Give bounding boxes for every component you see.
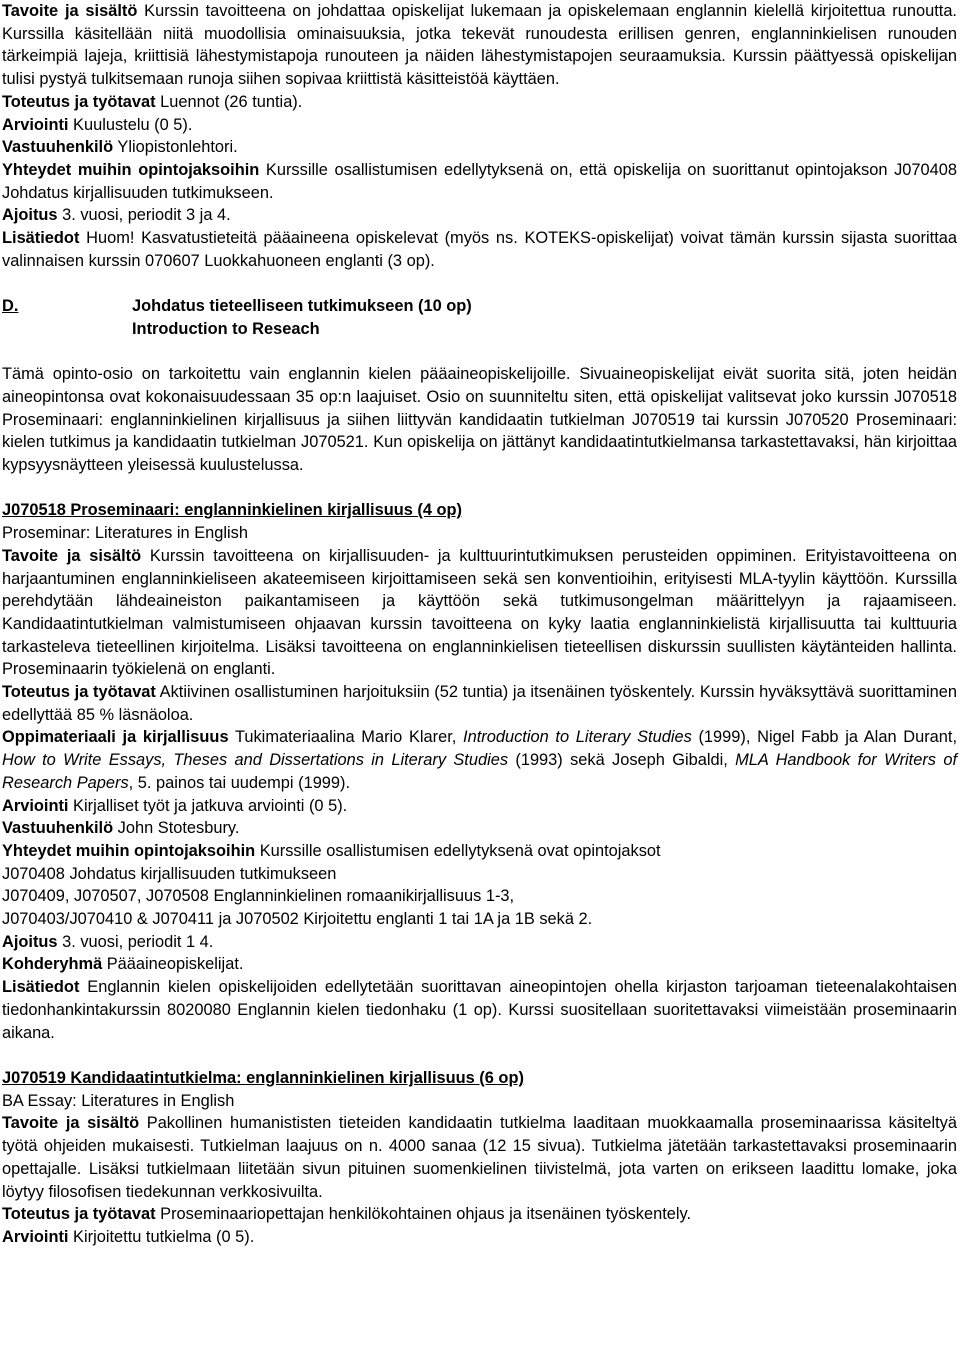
- field-label: Arviointi: [2, 115, 69, 134]
- field-text: Kirjalliset työt ja jatkuva arviointi (0 5).: [68, 796, 348, 815]
- field-label: Tavoite ja sisältö: [2, 1114, 140, 1133]
- field-text: (1993) sekä Joseph Gibaldi,: [508, 751, 736, 770]
- course-title: J070518 Proseminaari: englanninkielinen kirjallisuus (4 op): [2, 501, 463, 520]
- field-label: Vastuuhenkilö: [2, 138, 114, 157]
- spacer: [2, 477, 957, 500]
- field-text: Proseminaariopettajan henkilökohtainen ohjaus ja itsenäinen työskentely.: [155, 1205, 692, 1224]
- section-titles: [132, 295, 472, 340]
- field-text: John Stotesbury.: [113, 819, 240, 838]
- timing-line: [2, 931, 957, 954]
- course-title: J070519 Kandidaatintutkielma: englanninkielinen kirjallisuus (6 op): [2, 1068, 524, 1087]
- field-label: Tavoite ja sisältö: [2, 546, 142, 565]
- field-text: Englannin kielen opiskelijoiden edellytetään suorittavan aineopintojen ohella kirjaston tarjoaman tieteenalakohtaisen tiedonhankintakurssin 8020080 Englannin kielen tiedonhaku (1 op). Kurssi suositellaan suoritettavaksi viimeistään proseminaarin aikana.: [2, 978, 957, 1042]
- timing-line: [2, 204, 957, 227]
- field-label: Toteutus ja työtavat: [2, 92, 156, 111]
- field-text: 3. vuosi, periodit 1 4.: [57, 932, 214, 951]
- field-label: Toteutus ja työtavat: [2, 683, 156, 702]
- section-intro-paragraph: Tämä opinto-osio on tarkoitettu vain englannin kielen pääaineopiskelijoille. Sivuaineopiskelijat eivät suorita sitä, joten heidän aineopintonsa ovat kokonaisuudessaan 35 op:n laajuiset. Osio on suunniteltu siten, että opiskelijat valitsevat joko kurssin J070518 Proseminaari: englanninkielinen kirjallisuus ja siihen liittyvän kandidaatin tutkielman J070519 tai kurssin J070520 Proseminaari: kielen tutkimus ja kandidaatin tutkielman J070521. Kun opiskelija on jättänyt kandidaatintutkielmansa tarkastettavaksi, hän kirjoittaa kypsyysnäytteen yleisessä kuulustelussa.: [2, 365, 957, 475]
- field-text: Kurssin tavoitteena on kirjallisuuden- ja kulttuurintutkimuksen perusteiden oppiminen. Erityistavoitteena on harjaantuminen englanninkieliseen akateemiseen kirjoittamiseen sekä sen konventioihin, erityisesti MLA-tyylin käyttöön. Kurssilla perehdytään lähdeaineiston paikantamiseen ja käyttöön sekä tutkimusongelman määrittelyyn ja rajaamiseen. Kandidaatintutkielman valmistumiseen ohjaavan kurssin tavoitteena on kyky laatia englanninkielistä kirjallisuutta tai kulttuuria tarkasteleva tieteellinen kirjoitelma. Lisäksi tavoitteena on englanninkielisen tieteellisen diskurssin suullisten käytänteiden hallinta. Proseminaarin työkielenä on englanti.: [2, 546, 957, 679]
- course-goal-paragraph: [2, 0, 957, 91]
- field-label: Yhteydet muihin opintojaksoihin: [2, 160, 260, 179]
- course-english-title: Proseminar: Literatures in English: [2, 524, 248, 543]
- prerequisites-paragraph: [2, 159, 957, 204]
- field-text: Pakollinen humanististen tieteiden kandidaatin tutkielma laaditaan muokkaamalla proseminaarissa käsiteltyä työtä ohjeiden mukaisesti. Tutkielman laajuus on n. 4000 sanaa (12 15 sivua). Tutkielma jätetään tarkastettavaksi proseminaarin opettajalle. Lisäksi tutkielmaan liitetään sivun pituinen suomenkielinen tiivistelmä, jota varten on erikseen laadittu lomake, joka löytyy filosofisen tiedekunnan verkkosivuilta.: [2, 1114, 957, 1201]
- field-label: Tavoite ja sisältö: [2, 2, 138, 20]
- field-text: 3. vuosi, periodit 3 ja 4.: [57, 206, 231, 225]
- field-label: Lisätiedot: [2, 229, 80, 248]
- assessment-line: [2, 114, 957, 137]
- implementation-line: [2, 1203, 957, 1226]
- field-label: Lisätiedot: [2, 978, 80, 997]
- materials-paragraph: [2, 726, 957, 794]
- field-label: Kohderyhmä: [2, 955, 103, 974]
- spacer: [2, 1044, 957, 1067]
- field-text: Kurssille osallistumisen edellytyksenä ovat opintojaksot: [255, 841, 661, 860]
- book-title: MLA Handbook for Writers of Research Papers: [2, 751, 957, 792]
- section-letter: D.: [2, 297, 19, 316]
- additional-info-paragraph: [2, 976, 957, 1044]
- field-text: Kirjoitettu tutkielma (0 5).: [68, 1227, 255, 1246]
- responsible-person-line: [2, 136, 957, 159]
- field-label: Ajoitus: [2, 932, 58, 951]
- field-label: Oppimateriaali ja kirjallisuus: [2, 728, 229, 747]
- field-label: Arviointi: [2, 796, 69, 815]
- book-title: Introduction to Literary Studies: [463, 728, 692, 747]
- field-text: Tukimateriaalina Mario Klarer,: [228, 728, 464, 747]
- field-text: Aktiivinen osallistuminen harjoituksiin (52 tuntia) ja itsenäinen työskentely. Kurssin hyväksyttävä suorittaminen edellyttää 85 % läsnäoloa.: [2, 683, 957, 724]
- additional-info-paragraph: [2, 227, 957, 272]
- implementation-paragraph: [2, 681, 957, 726]
- prerequisites-paragraph: [2, 840, 957, 863]
- document-page: [2, 0, 957, 1249]
- field-text: , 5. painos tai uudempi (1999).: [128, 773, 351, 792]
- spacer: [2, 272, 957, 295]
- field-label: Toteutus ja työtavat: [2, 1205, 156, 1224]
- prerequisite-course: J070408 Johdatus kirjallisuuden tutkimukseen: [2, 864, 337, 883]
- assessment-line: [2, 795, 957, 818]
- field-label: Vastuuhenkilö: [2, 819, 114, 838]
- course-goal-paragraph: [2, 1112, 957, 1203]
- assessment-line: [2, 1226, 957, 1249]
- target-group-line: [2, 953, 957, 976]
- prerequisite-course: J070409, J070507, J070508 Englanninkielinen romaanikirjallisuus 1-3,: [2, 887, 515, 906]
- field-text: Kuulustelu (0 5).: [68, 115, 193, 134]
- field-text: (1999), Nigel Fabb ja Alan Durant,: [691, 728, 957, 747]
- field-text: Pääaineopiskelijat.: [102, 955, 244, 974]
- field-text: Kurssin tavoitteena on johdattaa opiskelijat lukemaan ja opiskelemaan englannin kielellä kirjoitettua runoutta. Kurssilla käsitellään niitä muodollisia ominaisuuksia, jotka tekevät runoudesta erillisen genren, englanninkielisen runouden tärkeimpiä lajeja, kriittisiä lähestymistapoja runouteen ja näiden lähestymistapojen seuraamuksia. Kurssin päättyessä opiskelijan tulisi pystyä tulkitsemaan runoja siihen sopivaa kriittistä käsitteistöä käyttäen.: [2, 2, 957, 89]
- section-title: Johdatus tieteelliseen tutkimukseen (10 op): [132, 297, 472, 316]
- field-label: Yhteydet muihin opintojaksoihin: [2, 841, 256, 860]
- implementation-line: [2, 91, 957, 114]
- book-title: How to Write Essays, Theses and Dissertations in Literary Studies: [2, 751, 509, 770]
- field-text: Kurssille osallistumisen edellytyksenä on, että opiskelija on suorittanut opintojakson J070408 Johdatus kirjallisuuden tutkimukseen.: [2, 160, 957, 202]
- spacer: [2, 341, 957, 364]
- field-text: Yliopistonlehtori.: [113, 138, 238, 157]
- prerequisite-course: J070403/J070410 & J070411 ja J070502 Kirjoitettu englanti 1 tai 1A ja 1B sekä 2.: [2, 910, 593, 929]
- course-english-title: BA Essay: Literatures in English: [2, 1091, 235, 1110]
- field-text: Huom! Kasvatustieteitä pääaineena opiskelevat (myös ns. KOTEKS-opiskelijat) voivat tämän kurssin sijasta suorittaa valinnaisen kurssin 070607 Luokkahuoneen englanti (3 op).: [2, 229, 957, 270]
- responsible-person-line: [2, 817, 957, 840]
- field-label: Ajoitus: [2, 206, 58, 225]
- field-text: Luennot (26 tuntia).: [155, 92, 303, 111]
- course-goal-paragraph: [2, 545, 957, 681]
- section-subtitle: Introduction to Reseach: [132, 319, 320, 338]
- field-label: Arviointi: [2, 1227, 69, 1246]
- section-d-heading: [2, 295, 957, 340]
